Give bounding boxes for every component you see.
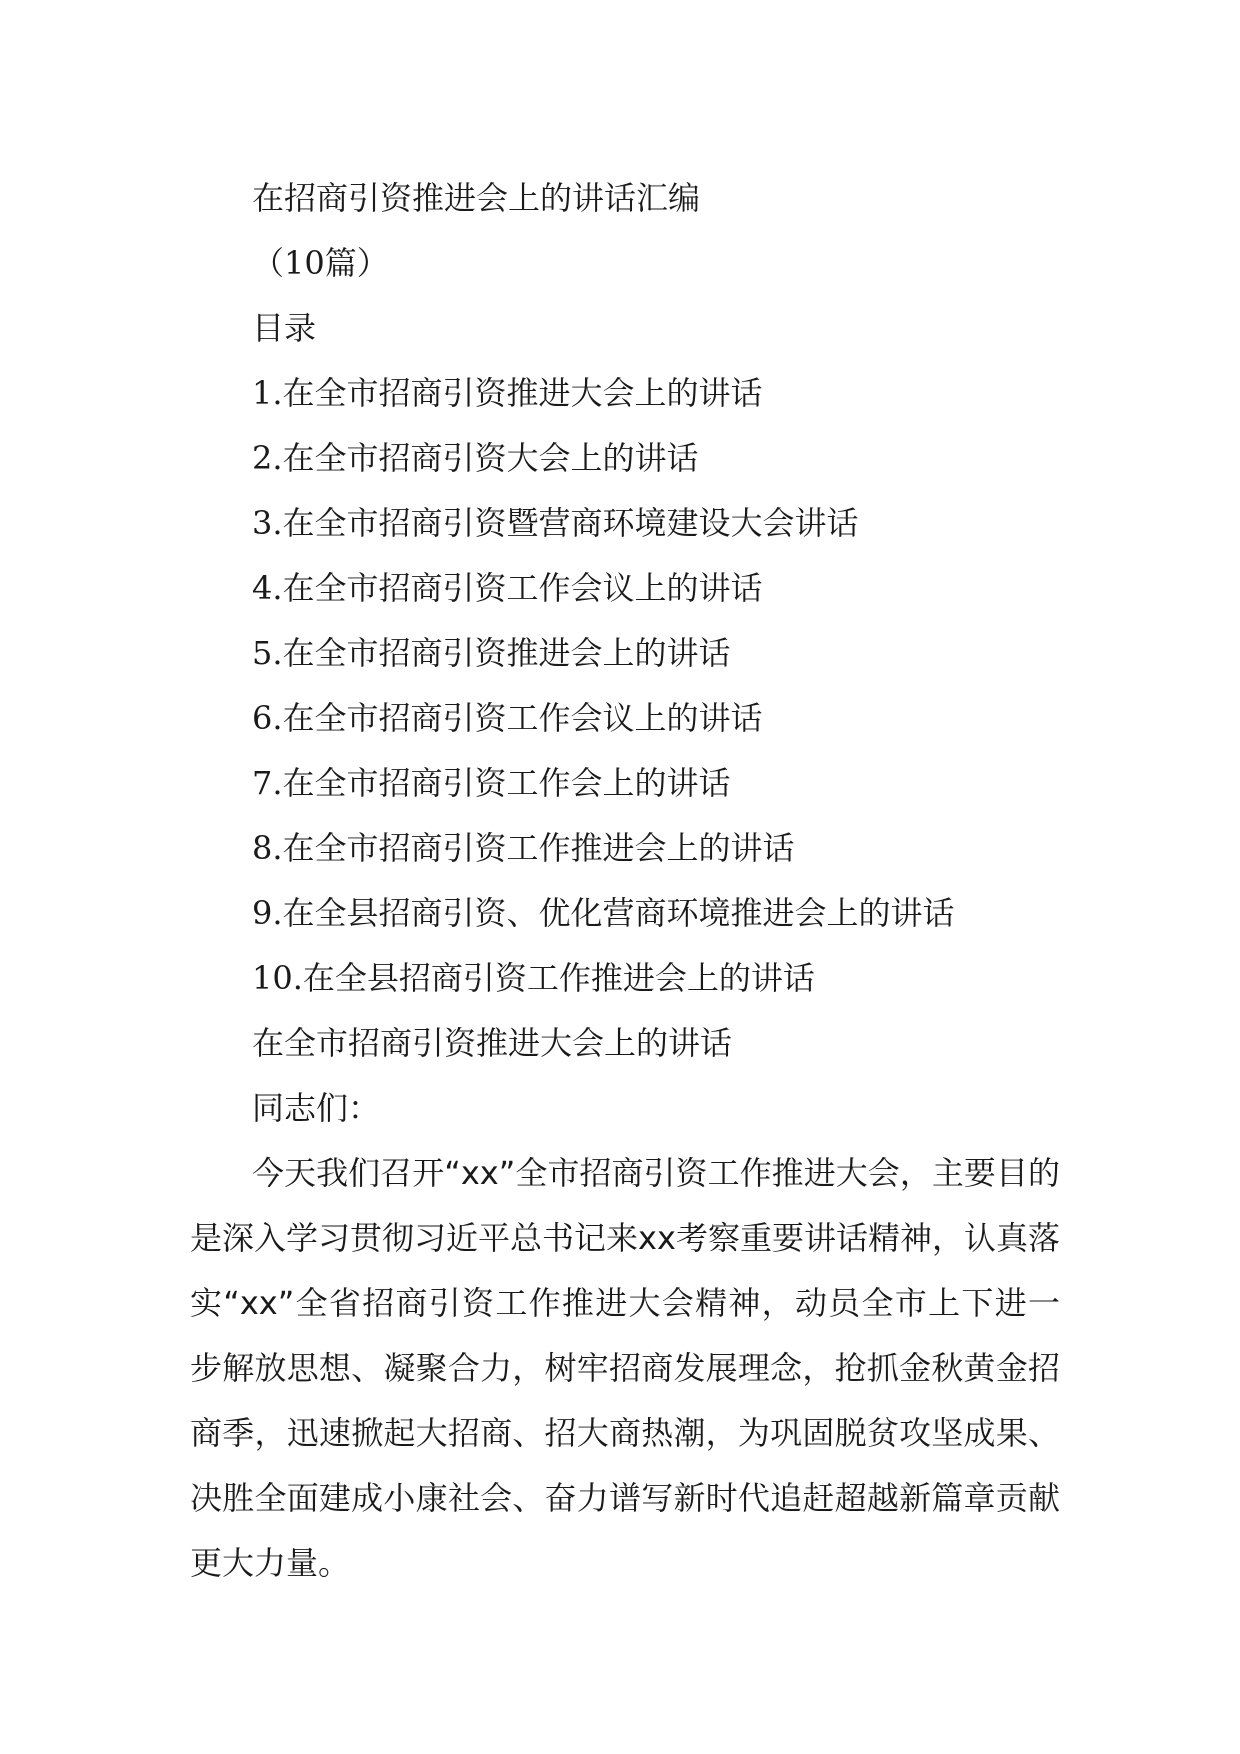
toc-item — [190, 946, 1060, 1011]
toc-item-text: 在全市招商引资工作会上的讲话 — [282, 764, 731, 802]
toc-item — [190, 426, 1060, 491]
toc-item — [190, 881, 1060, 946]
section-title: 在全市招商引资推进大会上的讲话 — [252, 1024, 733, 1062]
body-paragraph: 今天我们召开“xx”全市招商引资工作推进大会，主要目的是深入学习贯彻习近平总书记来xx考察重要讲话精神，认真落实“xx”全省招商引资工作推进大会精神，动员全市上下进一步解放思想、凝聚合力，树牢招商发展理念，抢抓金秋黄金招商季，迅速掀起大招商、招大商热潮，为巩固脱贫攻坚成果、决胜全面建成小康社会、奋力谱写新时代追赶超越新篇章贡献更大力量。 — [190, 1154, 1060, 1582]
toc-item-text: 在全市招商引资推进会上的讲话 — [282, 634, 731, 672]
toc-item-text: 在全市招商引资大会上的讲话 — [282, 439, 699, 477]
toc-list — [190, 361, 1060, 1011]
toc-item-text: 在全市招商引资暨营商环境建设大会讲话 — [282, 504, 859, 542]
document-count — [190, 231, 1060, 296]
toc-item-text: 在全市招商引资工作推进会上的讲话 — [282, 829, 795, 867]
toc-item — [190, 621, 1060, 686]
toc-item-text: 在全市招商引资工作会议上的讲话 — [282, 569, 763, 607]
toc-item-number: 3. — [252, 504, 283, 542]
toc-item-number: 9. — [252, 894, 283, 932]
count-open: （ — [252, 244, 285, 282]
toc-item-text: 在全县招商引资、优化营商环境推进会上的讲话 — [282, 894, 955, 932]
toc-item-number: 10. — [252, 959, 303, 997]
toc-item-number: 6. — [252, 699, 283, 737]
toc-item-number: 4. — [252, 569, 283, 607]
document-title: 在招商引资推进会上的讲话汇编 — [252, 179, 701, 217]
toc-item-text: 在全市招商引资推进大会上的讲话 — [282, 374, 763, 412]
toc-item-text: 在全县招商引资工作推进会上的讲话 — [302, 959, 815, 997]
document-content — [190, 166, 1060, 1596]
toc-item-number: 8. — [252, 829, 283, 867]
toc-item — [190, 751, 1060, 816]
toc-heading: 目录 — [252, 309, 317, 347]
toc-item-number: 7. — [252, 764, 283, 802]
count-close: 篇） — [324, 244, 389, 282]
greeting: 同志们： — [252, 1089, 381, 1127]
toc-item — [190, 491, 1060, 556]
toc-item — [190, 556, 1060, 621]
toc-item-number: 5. — [252, 634, 283, 672]
toc-item-number: 2. — [252, 439, 283, 477]
count-number: 10 — [284, 244, 325, 282]
toc-item — [190, 816, 1060, 881]
toc-item — [190, 361, 1060, 426]
toc-item-number: 1. — [252, 374, 283, 412]
toc-item-text: 在全市招商引资工作会议上的讲话 — [282, 699, 763, 737]
toc-item — [190, 686, 1060, 751]
